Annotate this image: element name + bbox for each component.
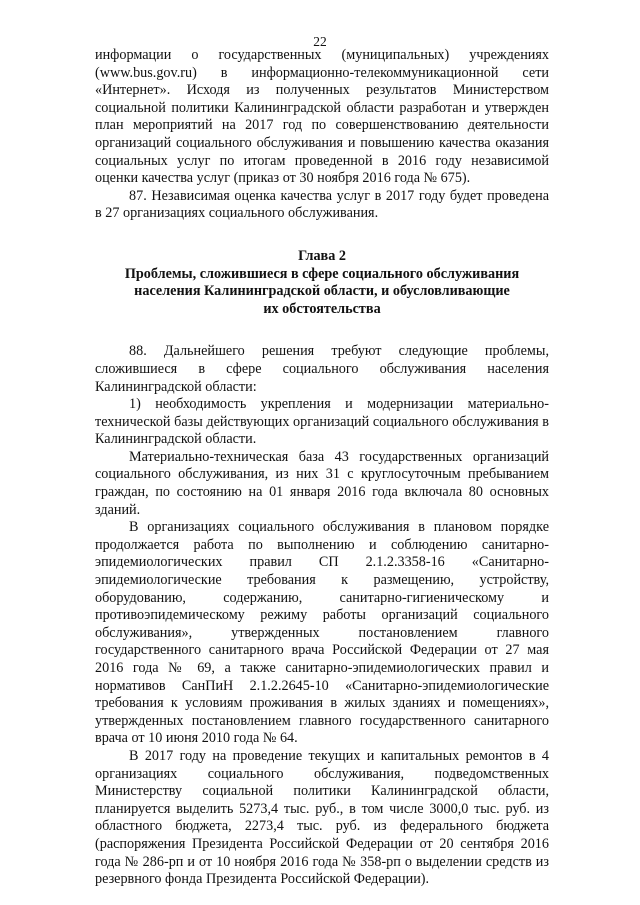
paragraph-continued: информации о государственных (муниципальных) учреждениях (www.bus.gov.ru) в информационно-телекоммуникационной сети «Интернет». Исходя из полученных результатов Министерством социальной политики Калининградской области разработан и утвержден план мероприятий на 2017 год по совершенствованию деятельности организаций социального обслуживания и повышению качества оказания социальных услуг по итогам проведенной в 2016 году независимой оценки качества услуг (приказ от 30 ноября 2016 года № 675). — [95, 47, 549, 187]
chapter-title-line-1: Проблемы, сложившиеся в сфере социального обслуживания — [124, 265, 520, 282]
paragraph-88: 88. Дальнейшего решения требуют следующие проблемы, сложившиеся в сфере социального обслуживания населения Калининградской области: — [95, 343, 549, 395]
chapter-title-line-3: их обстоятельства — [263, 300, 381, 317]
paragraph-item-1: 1) необходимость укрепления и модернизации материально-технической базы действующих организаций социального обслуживания в Калининградской области. — [95, 396, 549, 448]
paragraph-87: 87. Независимая оценка качества услуг в 2017 году будет проведена в 27 организациях социального обслуживания. — [95, 187, 549, 222]
paragraph-material-base: Материально-техническая база 43 государственных организаций социального обслуживания, из них 31 с круглосуточным пребыванием граждан, по состоянию на 01 января 2016 года включала 80 основных зданий. — [95, 448, 549, 518]
page-number: 22 — [313, 34, 327, 49]
chapter-heading — [95, 248, 549, 318]
chapter-title-line-2: населения Калининградской области, и обусловливающие — [134, 283, 510, 300]
paragraph-repairs-2017: В 2017 году на проведение текущих и капитальных ремонтов в 4 организациях социального обслуживания, подведомственных Министерству социальной политики Калининградской области, планируется выделить 5273,4 тыс. руб., в том числе 3000,0 тыс. руб. из областного бюджета, 2273,4 тыс. руб. из федерального бюджета (распоряжения Президента Российской Федерации от 20 сентября 2016 года № 286-рп и от 10 ноября 2016 года № 358-рп о выделении средств из резервного фонда Президента Российской Федерации). — [95, 747, 549, 888]
page-body — [95, 47, 549, 889]
chapter-label: Глава 2 — [298, 247, 346, 264]
paragraph-sanitary-rules: В организациях социального обслуживания в плановом порядке продолжается работа по выполнению и соблюдению санитарно-эпидемиологических правил СП 2.1.2.3358-16 «Санитарно-эпидемиологические требования к размещению, устройству, оборудованию, содержанию, санитарно-гигиеническому и противоэпидемическому режиму работы организаций социального обслуживания», утвержденных постановлением главного государственного санитарного врача Российской Федерации от 27 мая 2016 года № 69, а также санитарно-эпидемиологических правил и нормативов СанПиН 2.1.2.2645-10 «Санитарно-эпидемиологические требования к условиям проживания в жилых зданиях и помещениях», утвержденных постановлением главного государственного санитарного врача от 10 июня 2010 года № 64. — [95, 519, 549, 747]
